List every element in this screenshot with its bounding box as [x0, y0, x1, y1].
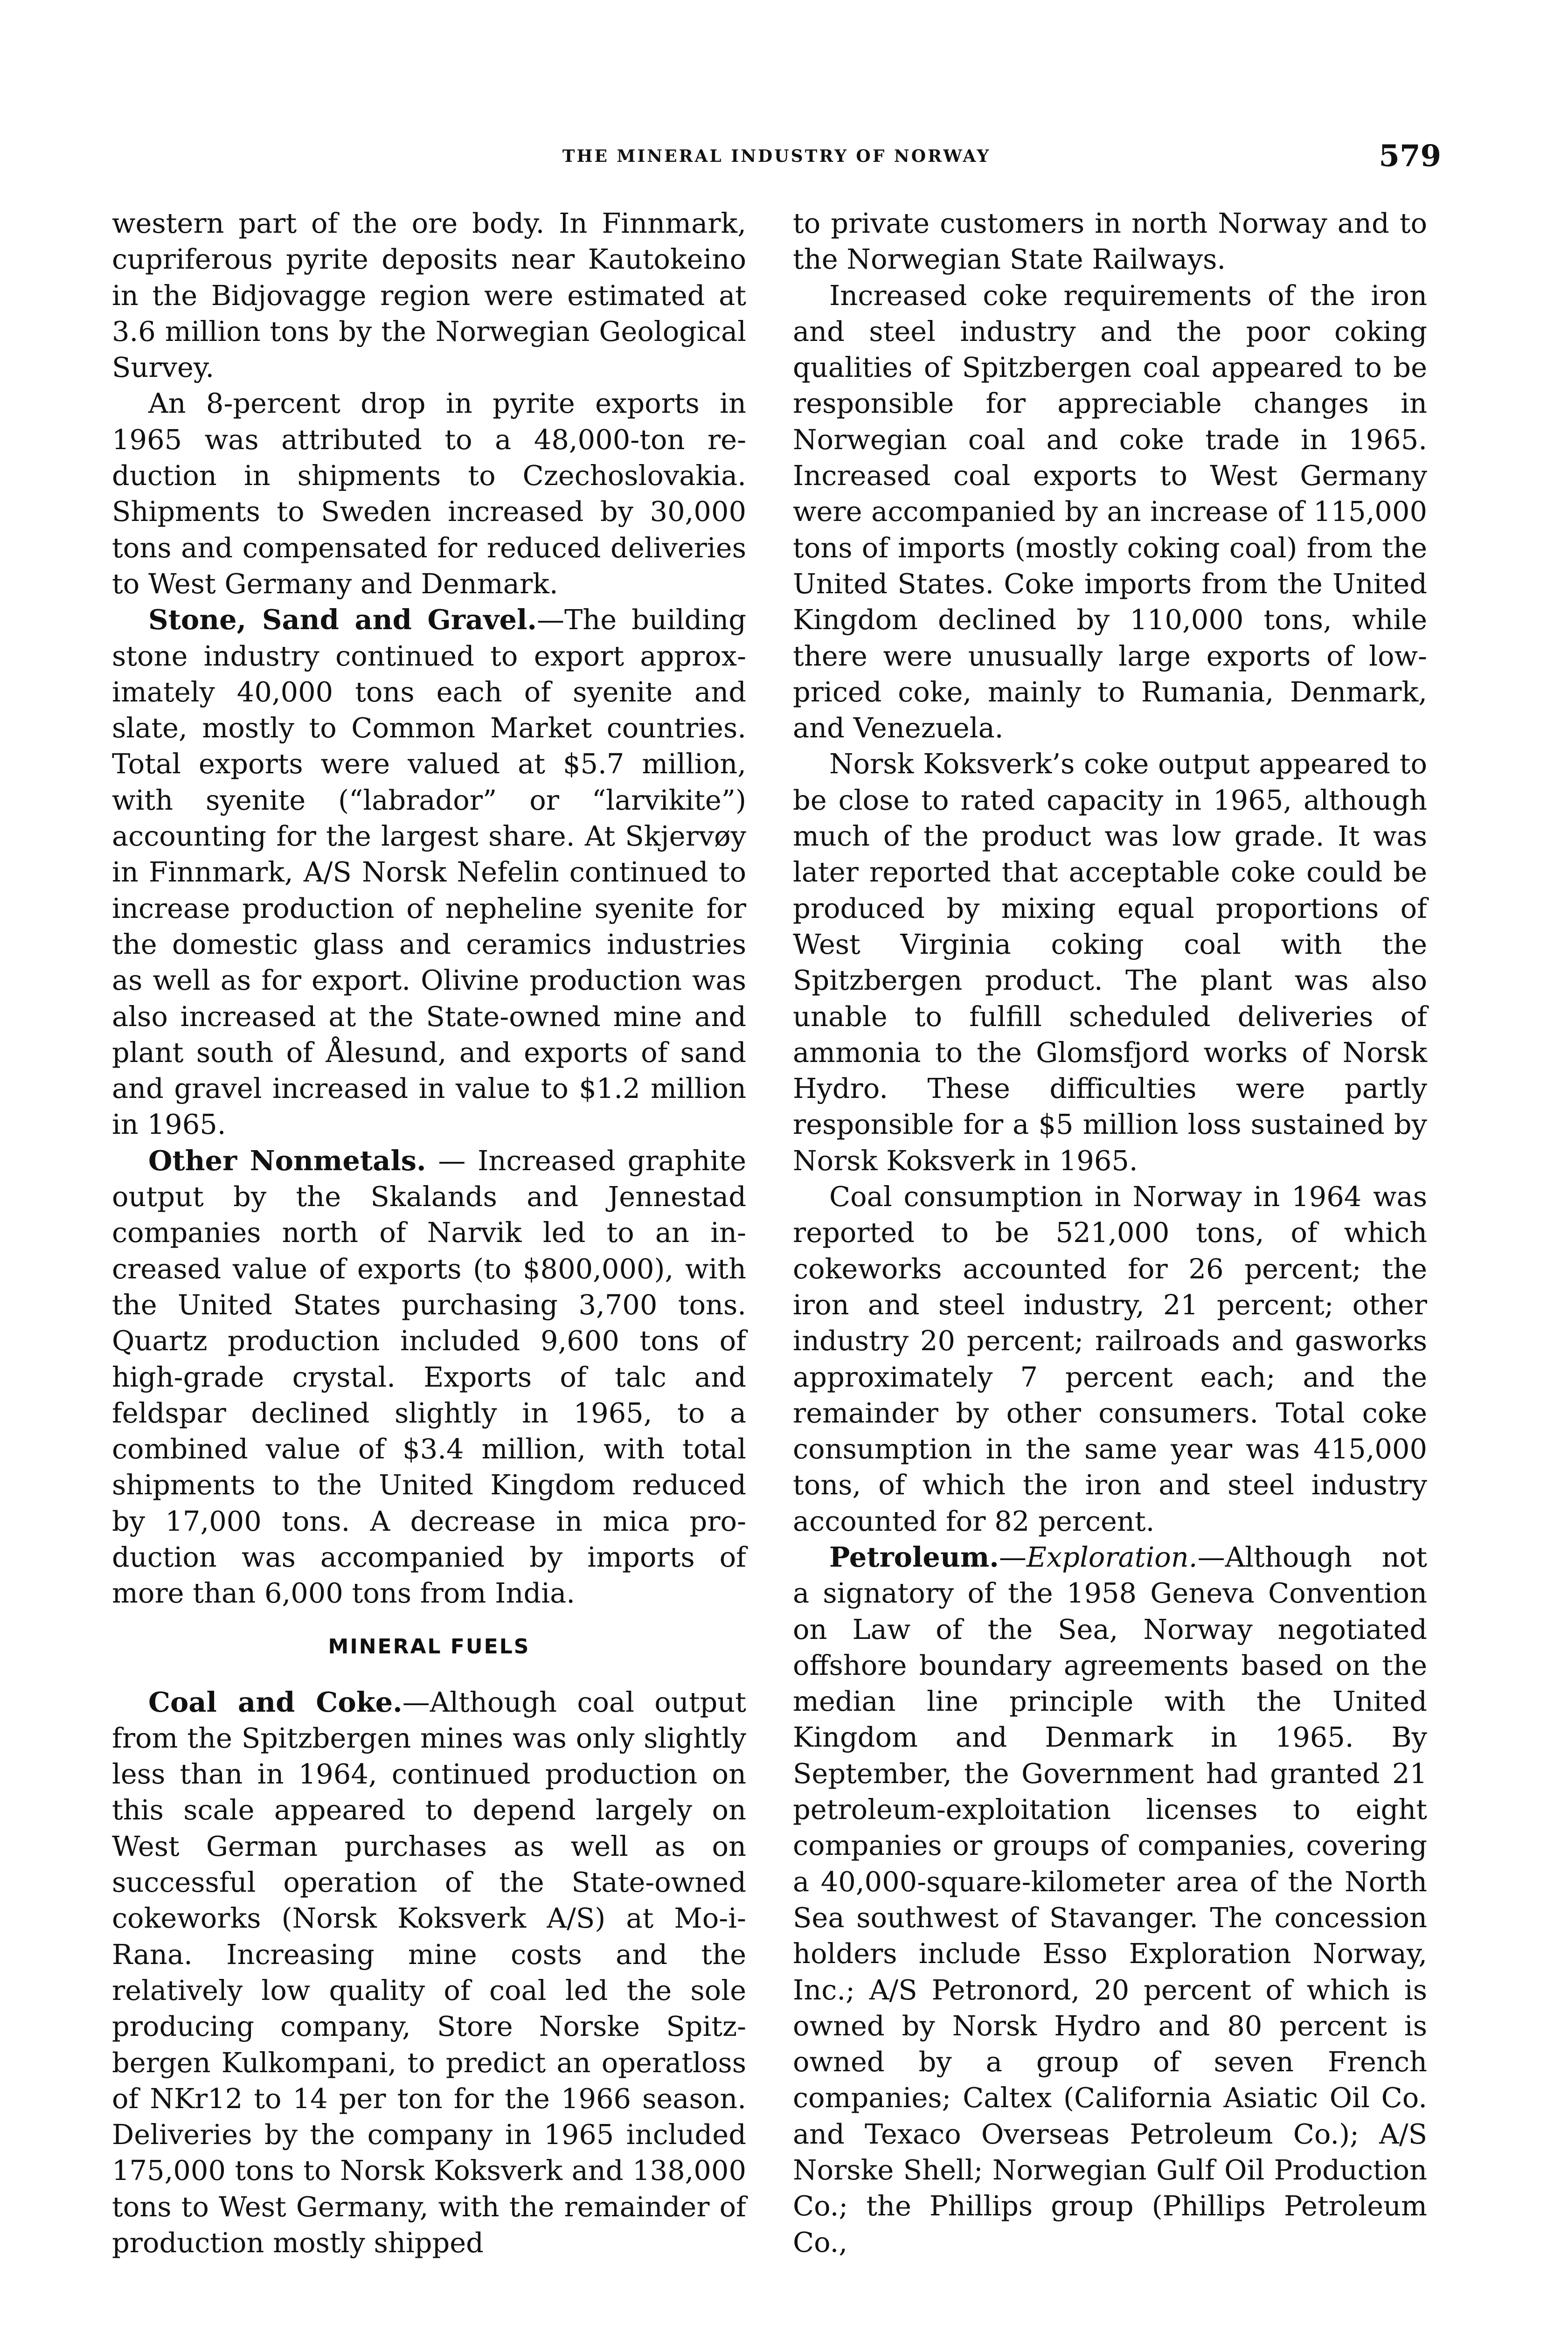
paragraph-petroleum	[793, 1539, 1427, 2260]
paragraph-ore-body: western part of the ore body. In Finnmark, cupriferous pyrite deposits near Kautokeino in the Bidjovagge region were estimated at 3.6 million tons by the Norwegian Geological Survey.	[112, 207, 746, 384]
paragraph-body: —Although not a signatory of the 1958 Geneva Convention on Law of the Sea, Norway negotiated offshore boundary agreements based on the median line principle with the United Kingdom and Denmark in 1965. By September, the Government had granted 21 petroleum-exploitation licenses to eight companies or groups of companies, covering a 40,000-square-kilometer area of the North Sea southwest of Stavanger. The concession holders include Esso Exploration Norway, Inc.; A/S Petronord, 20 percent of which is owned by Norsk Hydro and 80 percent is owned by a group of seven French companies; Caltex (California Asiatic Oil Co. and Texaco Overseas Petroleum Co.); A/S Norske Shell; Norwegian Gulf Oil Production Co.; the Phillips group (Phillips Petroleum Co.,	[793, 1541, 1427, 2258]
paragraph-other-nonmetals	[112, 1143, 746, 1611]
run-in-heading-coal-and-coke: Coal and Coke.	[148, 1686, 402, 1718]
left-column	[112, 205, 746, 2261]
run-in-heading-stone-sand-gravel: Stone, Sand and Gravel.	[148, 604, 537, 636]
running-title: THE MINERAL INDUSTRY OF NORWAY	[562, 146, 991, 166]
paragraph-coke-requirements: Increased coke requirements of the iron and steel industry and the poor coking qualities of Spitzbergen coal appeared to be responsible for appreciable changes in Norwegian coal and coke trade in 1965. Increased coal exports to West Germany were accompanied by an increase of 115,000 tons of imports (mostly coking coal) from the United States. Coke imports from the United Kingdom declined by 110,000 tons, while there were unusually large exports of low-priced coke, mainly to Rumania, Denmark, and Venezuela.	[793, 279, 1427, 744]
paragraph-pyrite-exports: An 8-percent drop in pyrite exports in 1965 was attributed to a 48,000-ton reduction in shipments to Czechoslovakia. Shipments to Sweden increased by 30,000 tons and compensated for reduced deliveries to West Germany and Denmark.	[112, 387, 746, 600]
paragraph-coal-and-coke	[112, 1684, 746, 2261]
paragraph-norsk-koksverk: Norsk Koksverk’s coke output appeared to be close to rated capacity in 1965, although much of the product was low grade. It was later reported that acceptable coke could be produced by mixing equal proportions of West Virginia coking coal with the Spitzbergen product. The plant was also unable to fulfill scheduled deliveries of ammonia to the Glomsfjord works of Norsk Hydro. These difficulties were partly responsible for a $5 million loss sustained by Norsk Koksverk in 1965.	[793, 748, 1427, 1177]
paragraph-continuation: to private customers in north Norway and to the Norwegian State Railways.	[793, 207, 1427, 276]
paragraph-body: —The building stone industry continued to export approximately 40,000 tons each of syenite and slate, mostly to Common Market countries. Total exports were valued at $5.7 million, with syenite (“labrador” or “larvikite”) accounting for the largest share. At Skjervøy in Finnmark, A/S Norsk Nefelin continued to increase production of nepheline syenite for the domestic glass and ceramics industries as well as for export. Olivine production was also increased at the State-owned mine and plant south of Ålesund, and exports of sand and gravel increased in value to $1.2 million in 1965.	[112, 604, 746, 1141]
right-column	[793, 205, 1427, 2260]
heading-dash: —	[999, 1541, 1027, 1573]
subheading-exploration: Exploration.	[1026, 1541, 1198, 1573]
run-in-heading-other-nonmetals: Other Nonmetals.	[148, 1144, 426, 1177]
section-heading-mineral-fuels: MINERAL FUELS	[328, 1634, 530, 1659]
run-in-heading-petroleum: Petroleum.	[829, 1541, 999, 1573]
paragraph-body: — Increased graphite output by the Skalands and Jennestad companies north of Narvik led to an increased value of exports (to $800,000), with the United States purchasing 3,700 tons. Quartz production included 9,600 tons of high-grade crystal. Exports of talc and feldspar declined slightly in 1965, to a combined value of $3.4 million, with total shipments to the United Kingdom reduced by 17,000 tons. A decrease in mica production was accompanied by imports of more than 6,000 tons from India.	[112, 1144, 746, 1610]
running-head	[112, 140, 1441, 173]
paragraph-stone-sand-gravel	[112, 602, 746, 1142]
page-number: 579	[1379, 139, 1441, 174]
paragraph-body: —Although coal output from the Spitzbergen mines was only slightly less than in 1964, continued production on this scale appeared to depend largely on West German purchases as well as on successful operation of the State-owned cokeworks (Norsk Koksverk A/S) at Mo-i-Rana. Increasing mine costs and the relatively low quality of coal led the sole producing company, Store Norske Spitzbergen Kulkompani, to predict an operatloss of NKr12 to 14 per ton for the 1966 season. Deliveries by the company in 1965 included 175,000 tons to Norsk Koksverk and 138,000 tons to West Germany, with the remainder of production mostly shipped	[112, 1686, 747, 2259]
paragraph-coal-consumption: Coal consumption in Norway in 1964 was reported to be 521,000 tons, of which cokeworks accounted for 26 percent; the iron and steel industry, 21 percent; other industry 20 percent; railroads and gasworks approximately 7 percent each; and the remainder by other consumers. Total coke consumption in the same year was 415,000 tons, of which the iron and steel industry accounted for 82 percent.	[793, 1180, 1427, 1537]
